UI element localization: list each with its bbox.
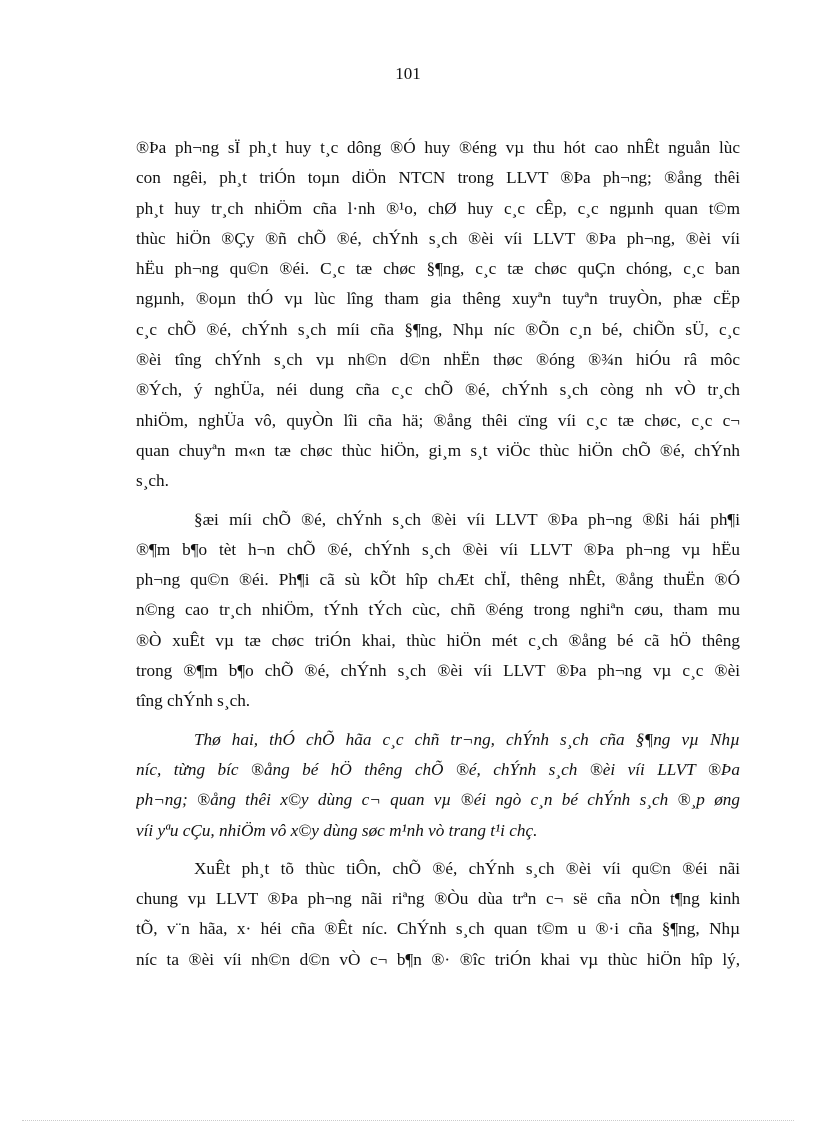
page-number: 101	[395, 64, 421, 83]
text-line: Thø hai, thÓ chÕ hãa c¸c chñ tr¬ng, chÝnh s¸ch cña §¶ng vµ Nhµ	[194, 729, 740, 749]
text-line: ngµnh, ®oµn thÓ vµ lùc lîng tham gia thêng xuyªn tuyªn truyÒn, phæ cËp	[136, 289, 740, 309]
text-line: ®Ò xuÊt vµ tæ chøc triÓn khai, thùc hiÖn mét c¸ch ®ång bé cã hÖ thêng	[136, 630, 740, 650]
body-text	[136, 133, 740, 975]
text-line: víi yªu cÇu, nhiÖm vô x©y dùng søc m¹nh vò trang t¹i chç.	[136, 820, 538, 840]
text-line: thùc hiÖn ®Çy ®ñ chÕ ®é, chÝnh s¸ch ®èi víi LLVT ®Þa ph¬ng, ®èi víi	[136, 228, 740, 248]
footer-dotted-rule	[22, 1120, 794, 1121]
paragraph-1	[136, 133, 740, 497]
text-line: hËu ph¬ng qu©n ®éi. C¸c tæ chøc §¶ng, c¸c tæ chøc quÇn chóng, c¸c ban	[136, 259, 740, 279]
text-line: chung vµ LLVT ®Þa ph¬ng nãi riªng ®Òu dùa trªn c¬ së cña nÒn t¶ng kinh	[136, 889, 740, 909]
paragraph-gap	[136, 846, 740, 854]
text-line: quan chuyªn m«n tæ chøc thùc hiÖn, gi¸m s¸t viÖc thùc hiÖn chÕ ®é, chÝnh	[136, 440, 740, 460]
paragraph-2	[136, 505, 740, 717]
text-line: ®¶m b¶o tèt h¬n chÕ ®é, chÝnh s¸ch ®èi víi LLVT ®Þa ph¬ng vµ hËu	[136, 539, 740, 559]
text-line: níc, từng bíc ®ång bé hÖ thêng chÕ ®é, chÝnh s¸ch ®èi víi LLVT ®Þa	[136, 759, 740, 779]
text-line: ph¬ng qu©n ®éi. Ph¶i cã sù kÕt hîp chÆt chÏ, thêng nhÊt, ®ång thuËn ®Ó	[136, 570, 740, 590]
text-line: ph¬ng; ®ång thêi x©y dùng c¬ quan vµ ®éi ngò c¸n bé chÝnh s¸ch ®¸p øng	[136, 790, 740, 810]
text-line: ®Ých, ý nghÜa, néi dung cña c¸c chÕ ®é, chÝnh s¸ch còng nh vÒ tr¸ch	[136, 380, 740, 400]
text-line: nhiÖm, nghÜa vô, quyÒn lîi cña hä; ®ång thêi cïng víi c¸c tæ chøc, c¸c c¬	[136, 410, 740, 430]
text-line: §æi míi chÕ ®é, chÝnh s¸ch ®èi víi LLVT ®Þa ph¬ng ®ßi hái ph¶i	[194, 509, 740, 529]
text-line: tÕ, v¨n hãa, x· héi cña ®Êt níc. ChÝnh s¸ch quan t©m u ®·i cña §¶ng, Nhµ	[136, 919, 740, 939]
text-line: n©ng cao tr¸ch nhiÖm, tÝnh tÝch cùc, chñ ®éng trong nghiªn cøu, tham mu	[136, 600, 740, 620]
text-line: ®Þa ph¬ng sÏ ph¸t huy t¸c dông ®Ó huy ®éng vµ thu hót cao nhÊt nguån lùc	[136, 138, 740, 157]
text-line: ®èi tîng chÝnh s¸ch vµ nh©n d©n nhËn thøc ®óng ®¾n hiÓu râ môc	[136, 350, 740, 370]
paragraph-3-heading	[136, 725, 740, 846]
text-line: ph¸t huy tr¸ch nhiÖm cña l·nh ®¹o, chØ huy c¸c cÊp, c¸c ngµnh quan t©m	[136, 198, 740, 218]
text-line: tîng chÝnh s¸ch.	[136, 691, 251, 711]
paragraph-gap	[136, 717, 740, 725]
text-line: níc ta ®èi víi nh©n d©n vÒ c¬ b¶n ®· ®îc triÓn khai vµ thùc hiÖn hîp lý,	[136, 949, 740, 969]
text-line: XuÊt ph¸t tõ thùc tiÔn, chÕ ®é, chÝnh s¸ch ®èi víi qu©n ®éi nãi	[194, 858, 740, 878]
paragraph-gap	[136, 497, 740, 505]
text-line: con ngêi, ph¸t triÓn toµn diÖn NTCN trong LLVT ®Þa ph¬ng; ®ång thêi	[136, 168, 740, 188]
text-line: c¸c chÕ ®é, chÝnh s¸ch míi cña §¶ng, Nhµ níc ®Õn c¸n bé, chiÕn sÜ, c¸c	[136, 319, 740, 339]
text-line: s¸ch.	[136, 471, 169, 491]
text-line: trong ®¶m b¶o chÕ ®é, chÝnh s¸ch ®èi víi LLVT ®Þa ph¬ng vµ c¸c ®èi	[136, 661, 740, 681]
paragraph-4	[136, 854, 740, 975]
